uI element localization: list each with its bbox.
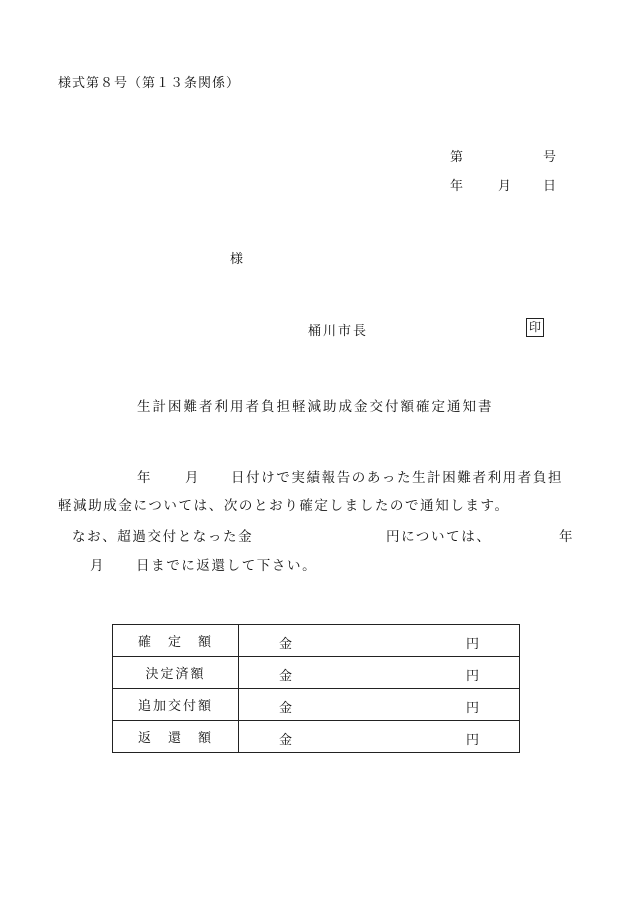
body-line-3-middle: 円については、: [386, 529, 492, 545]
body-line-4-end: 日までに返還して下さい。: [136, 558, 318, 574]
table-row: [113, 657, 520, 689]
recipient-honorific: 様: [230, 252, 244, 267]
document-number-prefix: 第: [450, 150, 464, 165]
amount-cell: [239, 689, 520, 721]
form-number: 様式第８号（第１３条関係）: [58, 76, 241, 91]
amount-unit: 円: [466, 669, 480, 684]
body-line-3-year: 年: [559, 529, 575, 545]
table-row: [113, 689, 520, 721]
amount-cell: [239, 625, 520, 657]
document-title: 生計困難者利用者負担軽減助成金交付額確定通知書: [137, 399, 494, 415]
body-line-1: 日付けで実績報告のあった生計困難者利用者負担: [231, 470, 564, 486]
amount-unit: 円: [466, 637, 480, 652]
row-label-decided: 決定済額: [113, 657, 239, 689]
body-line-2: 軽減助成金については、次のとおり確定しましたので通知します。: [58, 498, 510, 514]
row-label-additional: 追加交付額: [113, 689, 239, 721]
row-label-refund: 返 還 額: [113, 721, 239, 753]
amount-prefix: 金: [279, 701, 293, 716]
body-year-label: 年: [137, 470, 153, 486]
table-row: [113, 625, 520, 657]
amount-prefix: 金: [279, 733, 293, 748]
date-day-label: 日: [543, 179, 557, 194]
amount-prefix: 金: [279, 637, 293, 652]
body-line-4-month: 月: [90, 558, 106, 574]
amount-table: [112, 624, 520, 753]
body-month-label: 月: [185, 470, 201, 486]
document-number-suffix: 号: [543, 150, 557, 165]
body-line-3-start: なお、超過交付となった金: [72, 529, 254, 545]
amount-cell: [239, 657, 520, 689]
amount-cell: [239, 721, 520, 753]
row-label-confirmed: 確 定 額: [113, 625, 239, 657]
date-year-label: 年: [450, 179, 464, 194]
seal-mark: 印: [526, 318, 544, 337]
date-month-label: 月: [498, 179, 512, 194]
amount-unit: 円: [466, 733, 480, 748]
amount-prefix: 金: [279, 669, 293, 684]
table-row: [113, 721, 520, 753]
amount-unit: 円: [466, 701, 480, 716]
issuer-name: 桶川市長: [308, 324, 369, 339]
